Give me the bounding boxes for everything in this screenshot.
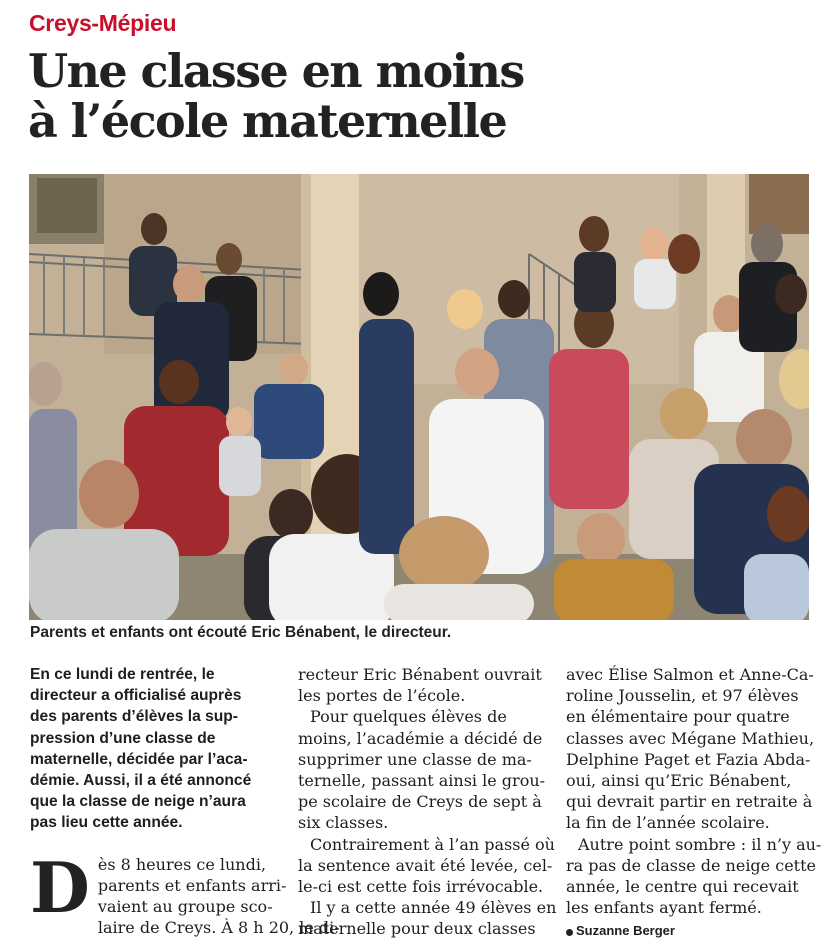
article-photo (29, 174, 809, 620)
body-line: Autre point sombre : il n’y au- (578, 834, 822, 854)
article-paragraph (298, 834, 555, 898)
lead-line: En ce lundi de rentrée, le (30, 666, 215, 683)
author-name: Suzanne Berger (576, 923, 675, 939)
body-line: oui, ainsi qu’Eric Bénabent, (566, 771, 792, 791)
body-line: Contrairement à l’an passé où (310, 834, 555, 854)
body-line: six classes. (298, 813, 389, 833)
article-author (566, 920, 812, 941)
body-line: ra pas de classe de neige cette (566, 855, 816, 875)
lead-line: directeur a officialisé auprès (30, 687, 242, 705)
crowd-photo-illustration (29, 174, 809, 620)
body-line: la fin de l’année scolaire. (566, 813, 770, 833)
article-column-1 (30, 664, 340, 938)
body-line: roline Jousselin, et 97 élèves (566, 686, 799, 706)
photo-caption: Parents et enfants ont écouté Eric Bénabent, le directeur. (30, 624, 452, 641)
lead-line: des parents d’élèves la sup- (30, 708, 239, 726)
body-line: Il y a cette année 49 élèves en (310, 898, 557, 918)
article-lead (30, 664, 276, 834)
article-paragraph (298, 664, 544, 706)
body-line: supprimer une classe de ma- (298, 749, 532, 769)
headline-line-2: à l’école maternelle (28, 94, 507, 148)
body-line: recteur Eric Bénabent ouvrait (298, 665, 542, 684)
lead-line: pression d’une classe de (30, 729, 216, 747)
body-line: pe scolaire de Creys de sept à (298, 792, 542, 812)
article-body-start (30, 847, 340, 939)
article-paragraph (566, 834, 822, 919)
body-line: en élémentaire pour quatre (566, 707, 790, 727)
headline-line-1: Une classe en moins (28, 44, 524, 98)
article-paragraph (566, 664, 815, 834)
body-line: maternelle pour deux classes (298, 919, 536, 939)
lead-line: démie. Aussi, il a été annoncé (30, 772, 252, 790)
body-line: la sentence avait été levée, cel- (298, 855, 553, 875)
body-line: parents et enfants arri- (97, 875, 287, 895)
lead-line: pas lieu cette année. (30, 814, 183, 832)
article-column-3 (566, 664, 822, 942)
body-line: Delphine Paget et Fazia Abda- (566, 749, 811, 769)
body-line: le-ci est cette fois irrévocable. (298, 877, 544, 897)
body-line: classes avec Mégane Mathieu, (566, 728, 815, 748)
body-line: laire de Creys. À 8 h 20, le di- (97, 918, 340, 938)
article-paragraph (298, 897, 557, 939)
body-line: qui devrait partir en retraite à (566, 792, 813, 812)
body-line: moins, l’académie a décidé de (298, 728, 543, 748)
lead-line: maternelle, décidée par l’aca- (30, 750, 248, 768)
body-line: ternelle, passant ainsi le grou- (298, 771, 546, 791)
article-headline (28, 46, 808, 146)
article-location: Creys-Mépieu (29, 10, 177, 36)
drop-cap: D (30, 847, 90, 929)
body-line: vaient au groupe sco- (97, 897, 273, 917)
body-line: les portes de l’école. (298, 686, 466, 706)
body-line: année, le centre qui recevait (566, 877, 799, 897)
article-column-2 (298, 664, 557, 940)
bullet-icon (566, 929, 573, 936)
body-line: ès 8 heures ce lundi, (97, 854, 267, 874)
lead-line: que la classe de neige n’aura (30, 793, 246, 811)
article-paragraph (298, 706, 544, 833)
body-line: Pour quelques élèves de (310, 707, 507, 727)
body-line: les enfants ayant fermé. (566, 898, 762, 918)
body-line: avec Élise Salmon et Anne-Ca- (566, 665, 814, 684)
